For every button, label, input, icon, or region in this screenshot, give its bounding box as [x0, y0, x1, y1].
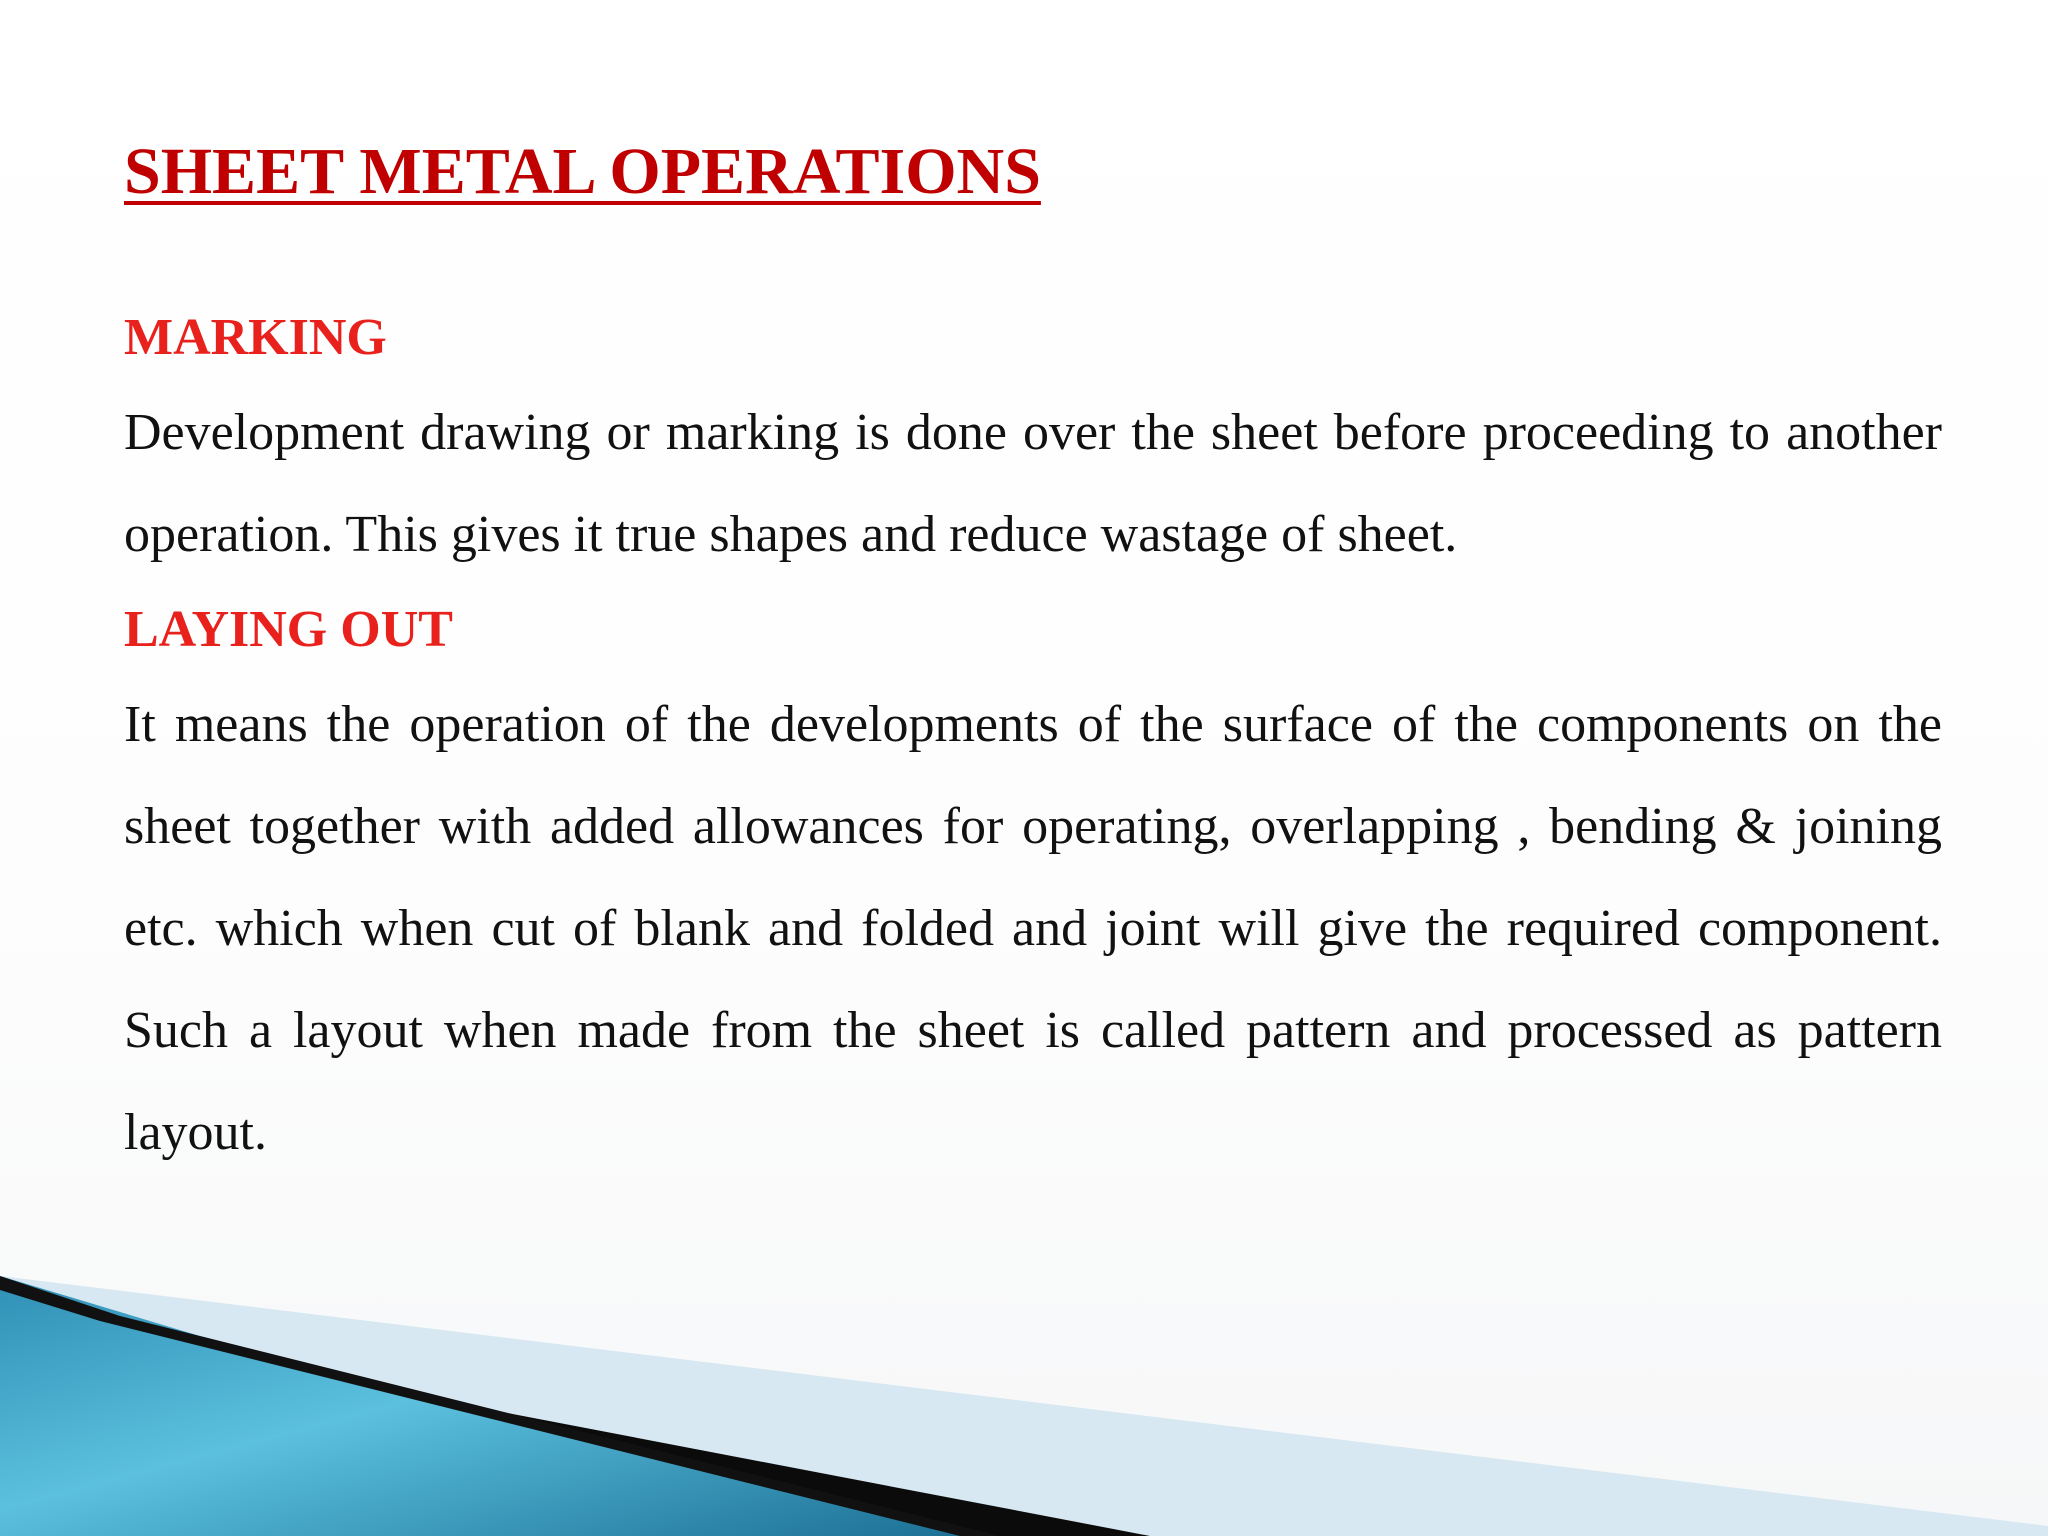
slide-content: [124, 300, 1942, 1184]
section-heading-laying-out: LAYING OUT: [124, 601, 453, 658]
section-text-laying-out: It means the operation of the developments of the surface of the components on the sheet together with added allowances for operating, overlapping , bending & joining etc. which when cut of blank and folded and joint will give the required component. Such a layout when made from the sheet is called pattern and processed as pattern layout.: [124, 696, 1942, 1161]
section-heading-marking: MARKING: [124, 309, 387, 366]
corner-decoration: [0, 1276, 2048, 1536]
slide-title: SHEET METAL OPERATIONS: [124, 135, 1041, 208]
section-text-marking: Development drawing or marking is done over the sheet before proceeding to another operation. This gives it true shapes and reduce wastage of sheet.: [124, 404, 1942, 563]
